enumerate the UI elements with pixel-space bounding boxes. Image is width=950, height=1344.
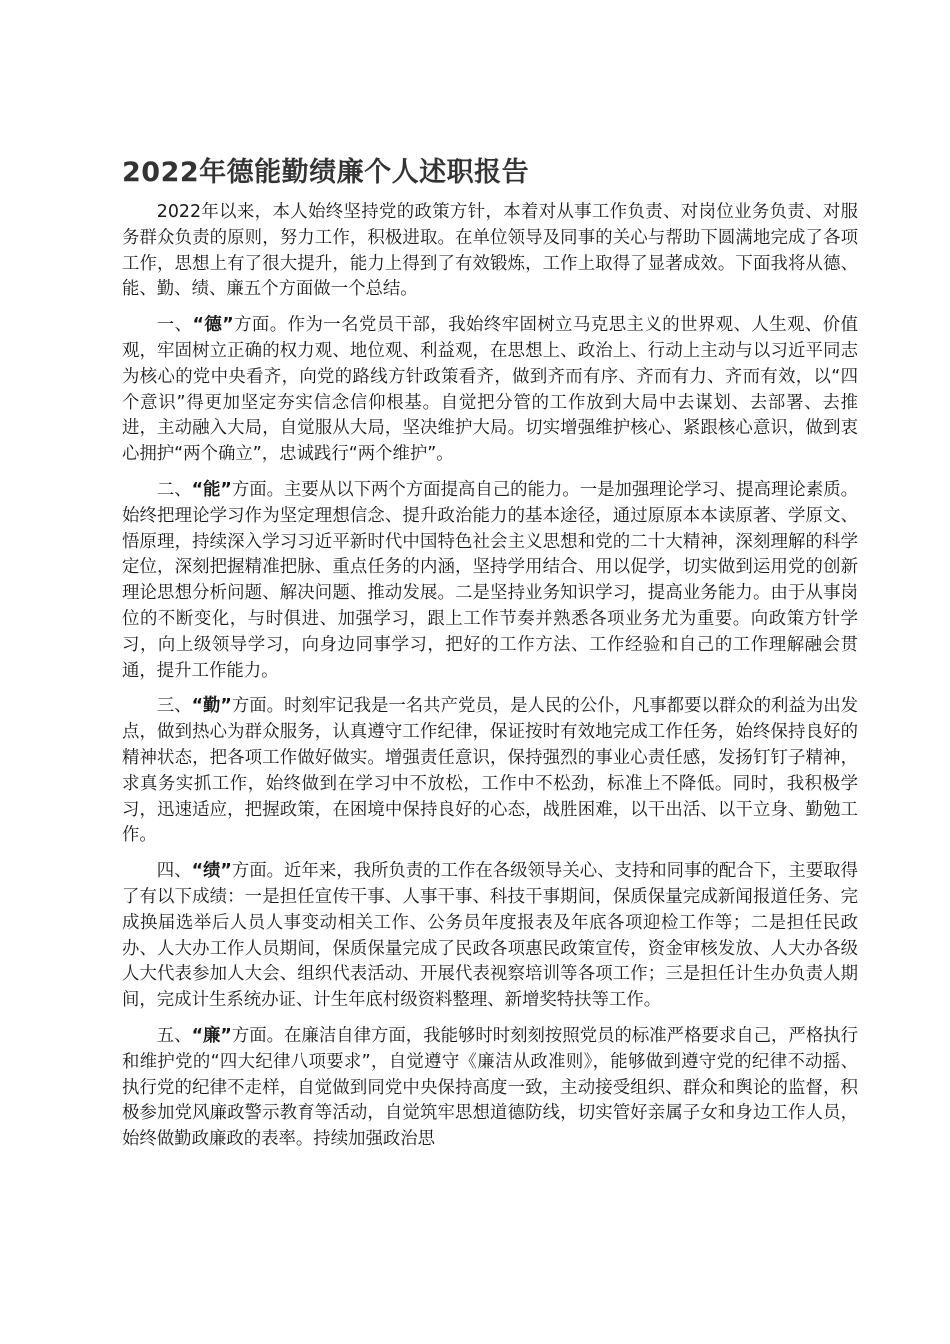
section-number: 五、 [156, 1025, 192, 1046]
paragraph-neng [122, 478, 858, 684]
paragraph-text: 方面。近年来，我所负责的工作在各级领导关心、支持和同事的配合下，主要取得了有以下成绩：一是担任宣传干事、人事干事、科技干事期间，保质保量完成新闻报道任务、完成换届选举后人员人事变动相关工作、公务员年度报表及年底各项迎检工作等；二是担任民政办、人大办工作人员期间，保质保量完成了民政各项惠民政策宣传，资金审核发放、人大办各级人大代表参加人大会、组织代表活动、开展代表视察培训等各项工作；三是担任计生办负责人期间，完成计生系统办证、计生年底村级资料整理、新增奖特扶等工作。 [122, 861, 858, 1011]
paragraph-ji [122, 859, 858, 1014]
document-page [122, 150, 858, 1163]
paragraph-text: 2022年以来，本人始终坚持党的政策方针，本着对从事工作负责、对岗位业务负责、对服务群众负责的原则，努力工作，积极进取。在单位领导及同事的关心与帮助下圆满地完成了各项工作，思想上有了很大提升，能力上得到了有效锻炼，工作上取得了显著成效。下面我将从德、能、勤、绩、廉五个方面做一个总结。 [122, 202, 858, 300]
section-keyword: “廉” [191, 1025, 232, 1046]
paragraph-text: 方面。作为一名党员干部，我始终牢固树立马克思主义的世界观、人生观、价值观，牢固树立正确的权力观、地位观、利益观，在思想上、政治上、行动上主动与以习近平同志为核心的党中央看齐，向党的路线方针政策看齐，做到齐而有序、齐而有力、齐而有效，以“四个意识”得更加坚定夯实信念信仰根基。自觉把分管的工作放到大局中去谋划、去部署、去推进，主动融入大局，自觉服从大局，坚决维护大局。切实增强维护核心、紧跟核心意识，做到衷心拥护“两个确立”，忠诚践行“两个维护”。 [122, 315, 858, 465]
section-keyword: “绩” [191, 861, 232, 882]
paragraph-text: 方面。主要从以下两个方面提高自己的能力。一是加强理论学习、提高理论素质。始终把理论学习作为坚定理想信念、提升政治能力的基本途径，通过原原本本读原著、学原文、悟原理，持续深入学习习近平新时代中国特色社会主义思想和党的二十大精神，深刻理解的科学定位，深刻把握精准把脉、重点任务的内涵，坚持学用结合、用以促学，切实做到运用党的创新理论思想分析问题、解决问题、推动发展。二是坚持业务知识学习，提高业务能力。由于从事岗位的不断变化，与时俱进、加强学习，跟上工作节奏并熟悉各项业务尤为重要。向政策方针学习，向上级领导学习，向身边同事学习，把好的工作方法、工作经验和自己的工作理解融会贯通，提升工作能力。 [122, 479, 858, 681]
paragraph-lian [122, 1024, 858, 1153]
document-title: 2022年德能勤绩廉个人述职报告 [122, 157, 530, 188]
section-number: 二、 [156, 479, 192, 500]
section-number: 一、 [156, 315, 193, 336]
section-number: 四、 [156, 861, 192, 882]
section-keyword: “能” [191, 479, 232, 500]
paragraph-text: 方面。在廉洁自律方面，我能够时时刻刻按照党员的标准严格要求自己，严格执行和维护党的“四大纪律八项要求”，自觉遵守《廉洁从政准则》，能够做到遵守党的纪律不动摇、执行党的纪律不走样，自觉做到同党中央保持高度一致，主动接受组织、群众和舆论的监督，积极参加党风廉政警示教育等活动，自觉筑牢思想道德防线，切实管好亲属子女和身边工作人员，始终做勤政廉政的表率。持续加强政治思 [122, 1025, 858, 1150]
paragraph-qin [122, 694, 858, 849]
section-number: 三、 [156, 696, 192, 717]
section-keyword: “勤” [191, 696, 232, 717]
paragraph-text: 方面。时刻牢记我是一名共产党员，是人民的公仆，凡事都要以群众的利益为出发点，做到热心为群众服务，认真遵守工作纪律，保证按时有效地完成工作任务，始终保持良好的精神状态，把各项工作做好做实。增强责任意识，保持强烈的事业心责任感，发扬钉钉子精神，求真务实抓工作，始终做到在学习中不放松，工作中不松劲，标准上不降低。同时，我积极学习，迅速适应，把握政策，在困境中保持良好的心态，战胜困难，以干出活、以干立身、勤勉工作。 [122, 696, 858, 846]
paragraph-intro [122, 200, 858, 303]
section-keyword: “德” [192, 315, 234, 336]
paragraph-de [122, 313, 858, 468]
